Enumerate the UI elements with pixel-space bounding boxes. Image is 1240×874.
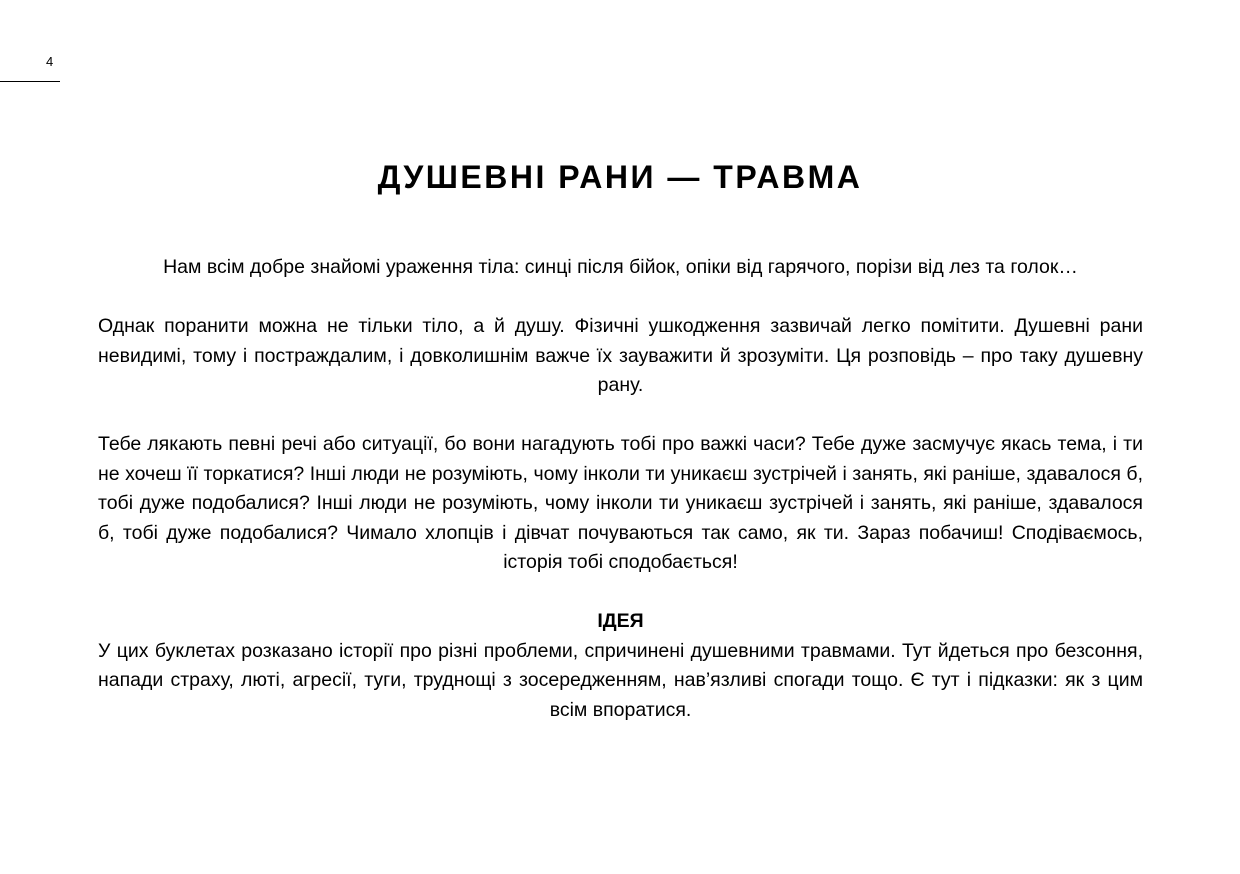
page-number-rule [0,81,60,82]
idea-heading: ІДЕЯ [597,610,644,632]
questions-paragraph: Тебе лякають певні речі або ситуації, бо вони нагадують тобі про важкі часи? Тебе дуже засмучує якась тема, і ти не хочеш її торкатися? Інші люди не розуміють, чому інколи ти уникаєш зустрічей і занять, які раніше, здавалося б, тобі дуже подобалися? Інші люди не розуміють, чому інколи ти уникаєш зустрічей і занять, які раніше, здавалося б, тобі дуже подобалися? Чимало хлопців і дівчат почуваються так само, як ти. Зараз побачиш! Сподіваємось, історія тобі сподобається! [98,433,1143,573]
page-number: 4 [46,54,54,69]
body-text [98,253,1143,725]
intro-paragraph: Нам всім добре знайомі ураження тіла: синці після бійок, опіки від гарячого, порізи від лез та голок… [163,256,1078,278]
soul-wounds-paragraph: Однак поранити можна не тільки тіло, а й душу. Фізичні ушкодження зазвичай легко помітити. Душевні рани невидимі, тому і постраждалим, і довколишнім важче їх зауважити й зрозуміти. Ця розповідь – про таку душевну рану. [98,315,1143,396]
page-title: ДУШЕВНІ РАНИ — ТРАВМА [377,159,863,195]
idea-paragraph: У цих буклетах розказано історії про різні проблеми, спричинені душевними травмами. Тут йдеться про безсоння, напади страху, люті, агресії, туги, труднощі з зосередженням, нав’язливі спогади тощо. Є тут і підказки: як з цим всім впоратися. [98,639,1143,721]
